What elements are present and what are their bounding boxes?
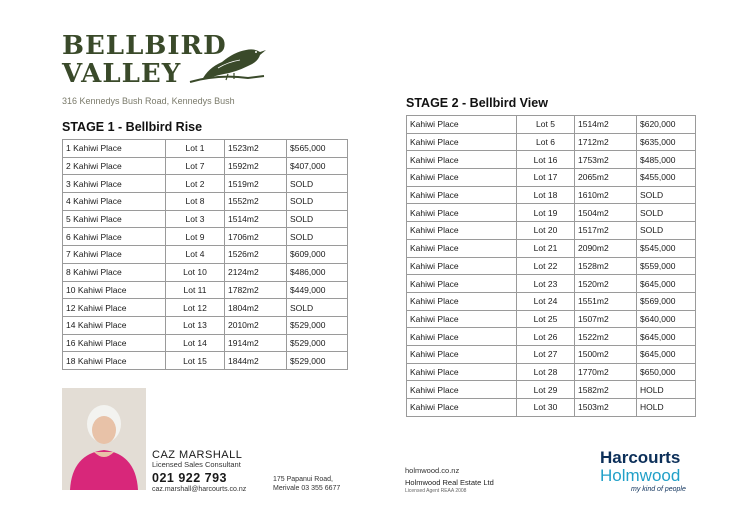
size-cell: 1753m2 bbox=[575, 151, 637, 169]
price-cell: $640,000 bbox=[637, 310, 696, 328]
size-cell: 2010m2 bbox=[225, 316, 287, 334]
size-cell: 1552m2 bbox=[225, 193, 287, 211]
price-cell: $407,000 bbox=[287, 157, 348, 175]
lot-cell: Lot 30 bbox=[517, 399, 575, 417]
licensed-agent-note: Licensed Agent REAA 2008 bbox=[405, 488, 467, 494]
size-cell: 1514m2 bbox=[225, 210, 287, 228]
table-row bbox=[407, 204, 696, 222]
price-cell: SOLD bbox=[637, 222, 696, 240]
address-cell: Kahiwi Place bbox=[407, 363, 517, 381]
address: 316 Kennedys Bush Road, Kennedys Bush bbox=[62, 96, 235, 106]
table-row bbox=[63, 352, 348, 370]
lot-cell: Lot 2 bbox=[166, 175, 225, 193]
size-cell: 1712m2 bbox=[575, 133, 637, 151]
address-cell: Kahiwi Place bbox=[407, 257, 517, 275]
size-cell: 1517m2 bbox=[575, 222, 637, 240]
size-cell: 2124m2 bbox=[225, 263, 287, 281]
address-cell: Kahiwi Place bbox=[407, 345, 517, 363]
lot-cell: Lot 18 bbox=[517, 186, 575, 204]
lot-cell: Lot 10 bbox=[166, 263, 225, 281]
size-cell: 1504m2 bbox=[575, 204, 637, 222]
table-row bbox=[63, 299, 348, 317]
price-cell: $620,000 bbox=[637, 116, 696, 134]
lot-cell: Lot 27 bbox=[517, 345, 575, 363]
price-cell: SOLD bbox=[637, 186, 696, 204]
price-cell: $645,000 bbox=[637, 328, 696, 346]
table-row bbox=[63, 157, 348, 175]
stage2-table bbox=[406, 115, 696, 417]
lot-cell: Lot 6 bbox=[517, 133, 575, 151]
lot-cell: Lot 1 bbox=[166, 140, 225, 158]
size-cell: 1804m2 bbox=[225, 299, 287, 317]
size-cell: 1522m2 bbox=[575, 328, 637, 346]
price-cell: HOLD bbox=[637, 381, 696, 399]
price-cell: $486,000 bbox=[287, 263, 348, 281]
office-line-2: Merivale 03 355 6677 bbox=[273, 485, 341, 492]
table-row bbox=[63, 334, 348, 352]
address-cell: Kahiwi Place bbox=[407, 204, 517, 222]
office-address bbox=[273, 475, 340, 493]
lot-cell: Lot 16 bbox=[517, 151, 575, 169]
table-row bbox=[407, 133, 696, 151]
table-row bbox=[63, 263, 348, 281]
address-cell: Kahiwi Place bbox=[407, 328, 517, 346]
size-cell: 1592m2 bbox=[225, 157, 287, 175]
size-cell: 1523m2 bbox=[225, 140, 287, 158]
logo-line-2: VALLEY bbox=[62, 59, 182, 89]
table-row bbox=[407, 222, 696, 240]
address-cell: Kahiwi Place bbox=[407, 116, 517, 134]
address-cell: 10 Kahiwi Place bbox=[63, 281, 166, 299]
size-cell: 1500m2 bbox=[575, 345, 637, 363]
address-cell: 7 Kahiwi Place bbox=[63, 246, 166, 264]
address-cell: 12 Kahiwi Place bbox=[63, 299, 166, 317]
size-cell: 1914m2 bbox=[225, 334, 287, 352]
agent-phone[interactable]: 021 922 793 bbox=[152, 471, 228, 485]
lot-cell: Lot 24 bbox=[517, 292, 575, 310]
size-cell: 1770m2 bbox=[575, 363, 637, 381]
address-cell: Kahiwi Place bbox=[407, 169, 517, 187]
table-row bbox=[63, 316, 348, 334]
lot-cell: Lot 8 bbox=[166, 193, 225, 211]
lot-cell: Lot 26 bbox=[517, 328, 575, 346]
table-row bbox=[407, 116, 696, 134]
table-row bbox=[407, 328, 696, 346]
lot-cell: Lot 5 bbox=[517, 116, 575, 134]
lot-cell: Lot 21 bbox=[517, 239, 575, 257]
table-row bbox=[63, 193, 348, 211]
price-cell: SOLD bbox=[287, 210, 348, 228]
table-row bbox=[407, 186, 696, 204]
lot-cell: Lot 11 bbox=[166, 281, 225, 299]
price-cell: $645,000 bbox=[637, 345, 696, 363]
stage1-title: STAGE 1 - Bellbird Rise bbox=[62, 120, 203, 134]
table-row bbox=[407, 275, 696, 293]
price-cell: $635,000 bbox=[637, 133, 696, 151]
price-cell: $529,000 bbox=[287, 352, 348, 370]
address-cell: Kahiwi Place bbox=[407, 310, 517, 328]
address-cell: 5 Kahiwi Place bbox=[63, 210, 166, 228]
lot-cell: Lot 4 bbox=[166, 246, 225, 264]
stage1-table bbox=[62, 139, 348, 370]
table-row bbox=[407, 310, 696, 328]
price-cell: SOLD bbox=[637, 204, 696, 222]
address-cell: 8 Kahiwi Place bbox=[63, 263, 166, 281]
address-cell: 4 Kahiwi Place bbox=[63, 193, 166, 211]
price-cell: $569,000 bbox=[637, 292, 696, 310]
address-cell: Kahiwi Place bbox=[407, 275, 517, 293]
agent-photo bbox=[62, 388, 146, 490]
lot-cell: Lot 14 bbox=[166, 334, 225, 352]
office-line-1: 175 Papanui Road, bbox=[273, 476, 333, 483]
table-row bbox=[407, 363, 696, 381]
table-row bbox=[63, 210, 348, 228]
table-row bbox=[407, 169, 696, 187]
lot-cell: Lot 28 bbox=[517, 363, 575, 381]
table-row bbox=[407, 257, 696, 275]
size-cell: 2090m2 bbox=[575, 239, 637, 257]
table-row bbox=[63, 175, 348, 193]
logo-line-1: BELLBIRD bbox=[62, 31, 227, 61]
table-row bbox=[63, 140, 348, 158]
address-cell: 6 Kahiwi Place bbox=[63, 228, 166, 246]
price-cell: $565,000 bbox=[287, 140, 348, 158]
address-cell: 16 Kahiwi Place bbox=[63, 334, 166, 352]
lot-cell: Lot 15 bbox=[166, 352, 225, 370]
table-row bbox=[407, 399, 696, 417]
address-cell: 1 Kahiwi Place bbox=[63, 140, 166, 158]
size-cell: 1503m2 bbox=[575, 399, 637, 417]
address-cell: Kahiwi Place bbox=[407, 239, 517, 257]
table-row bbox=[63, 246, 348, 264]
price-cell: $455,000 bbox=[637, 169, 696, 187]
address-cell: Kahiwi Place bbox=[407, 381, 517, 399]
price-cell: $485,000 bbox=[637, 151, 696, 169]
table-row bbox=[407, 151, 696, 169]
address-cell: Kahiwi Place bbox=[407, 222, 517, 240]
lot-cell: Lot 22 bbox=[517, 257, 575, 275]
size-cell: 1526m2 bbox=[225, 246, 287, 264]
price-cell: HOLD bbox=[637, 399, 696, 417]
size-cell: 1514m2 bbox=[575, 116, 637, 134]
price-cell: $650,000 bbox=[637, 363, 696, 381]
size-cell: 1844m2 bbox=[225, 352, 287, 370]
lot-cell: Lot 17 bbox=[517, 169, 575, 187]
agent-email[interactable]: caz.marshall@harcourts.co.nz bbox=[152, 486, 247, 493]
size-cell: 1507m2 bbox=[575, 310, 637, 328]
agent-role: Licensed Sales Consultant bbox=[152, 460, 241, 469]
size-cell: 1706m2 bbox=[225, 228, 287, 246]
price-cell: SOLD bbox=[287, 193, 348, 211]
lot-cell: Lot 29 bbox=[517, 381, 575, 399]
bird-on-branch-icon bbox=[188, 38, 268, 88]
table-row bbox=[63, 228, 348, 246]
holmwood-logo: Holmwood bbox=[600, 466, 681, 485]
lot-cell: Lot 23 bbox=[517, 275, 575, 293]
lot-cell: Lot 13 bbox=[166, 316, 225, 334]
size-cell: 1610m2 bbox=[575, 186, 637, 204]
size-cell: 1582m2 bbox=[575, 381, 637, 399]
size-cell: 1519m2 bbox=[225, 175, 287, 193]
brand-tagline: my kind of people bbox=[631, 486, 686, 493]
address-cell: 14 Kahiwi Place bbox=[63, 316, 166, 334]
price-cell: $559,000 bbox=[637, 257, 696, 275]
lot-cell: Lot 12 bbox=[166, 299, 225, 317]
price-cell: $449,000 bbox=[287, 281, 348, 299]
price-cell: $609,000 bbox=[287, 246, 348, 264]
address-cell: Kahiwi Place bbox=[407, 292, 517, 310]
table-row bbox=[407, 292, 696, 310]
lot-cell: Lot 19 bbox=[517, 204, 575, 222]
address-cell: 18 Kahiwi Place bbox=[63, 352, 166, 370]
table-row bbox=[407, 381, 696, 399]
size-cell: 1551m2 bbox=[575, 292, 637, 310]
lot-cell: Lot 9 bbox=[166, 228, 225, 246]
table-row bbox=[407, 345, 696, 363]
company-website[interactable]: holmwood.co.nz bbox=[405, 466, 460, 475]
lot-cell: Lot 7 bbox=[166, 157, 225, 175]
lot-cell: Lot 20 bbox=[517, 222, 575, 240]
lot-cell: Lot 3 bbox=[166, 210, 225, 228]
price-cell: SOLD bbox=[287, 175, 348, 193]
address-cell: 3 Kahiwi Place bbox=[63, 175, 166, 193]
stage2-title: STAGE 2 - Bellbird View bbox=[406, 96, 548, 110]
size-cell: 1528m2 bbox=[575, 257, 637, 275]
address-cell: Kahiwi Place bbox=[407, 133, 517, 151]
lot-cell: Lot 25 bbox=[517, 310, 575, 328]
table-row bbox=[63, 281, 348, 299]
price-cell: SOLD bbox=[287, 299, 348, 317]
price-cell: $529,000 bbox=[287, 316, 348, 334]
harcourts-logo: Harcourts bbox=[600, 448, 681, 467]
company-name: Holmwood Real Estate Ltd bbox=[405, 478, 494, 487]
address-cell: 2 Kahiwi Place bbox=[63, 157, 166, 175]
price-cell: $645,000 bbox=[637, 275, 696, 293]
size-cell: 1782m2 bbox=[225, 281, 287, 299]
price-cell: $545,000 bbox=[637, 239, 696, 257]
table-row bbox=[407, 239, 696, 257]
size-cell: 1520m2 bbox=[575, 275, 637, 293]
size-cell: 2065m2 bbox=[575, 169, 637, 187]
price-cell: SOLD bbox=[287, 228, 348, 246]
price-cell: $529,000 bbox=[287, 334, 348, 352]
agent-name: CAZ MARSHALL bbox=[152, 449, 243, 461]
address-cell: Kahiwi Place bbox=[407, 399, 517, 417]
address-cell: Kahiwi Place bbox=[407, 151, 517, 169]
address-cell: Kahiwi Place bbox=[407, 186, 517, 204]
